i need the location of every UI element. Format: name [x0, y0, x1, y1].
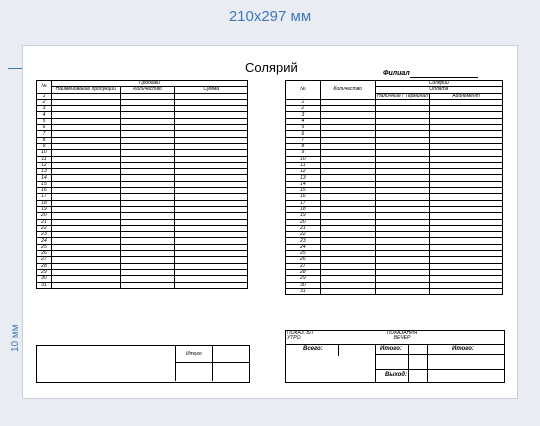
blank-cell[interactable] — [375, 288, 430, 294]
vsego-label: Всего: — [303, 346, 323, 352]
col-sum: Сумма — [175, 87, 248, 93]
row-number: 16 — [37, 188, 52, 194]
divider — [285, 344, 505, 345]
itogo-left-label: Итого — [186, 351, 202, 357]
row-number: 15 — [37, 181, 52, 187]
row-number: 5 — [286, 125, 321, 131]
row-number: 29 — [37, 269, 52, 275]
row-number: 17 — [286, 200, 321, 206]
row-number: 27 — [286, 263, 321, 269]
row-number: 21 — [37, 219, 52, 225]
divider — [408, 344, 409, 383]
sales-table — [36, 80, 248, 289]
row-number: 11 — [286, 162, 321, 168]
divider — [175, 362, 250, 363]
evening-label: ПОКАЗАНИЯ ВЕЧЕР — [386, 330, 418, 341]
col-count: Количество — [120, 87, 175, 93]
page-title: Солярий — [245, 60, 298, 75]
divider — [375, 344, 376, 383]
row-number: 28 — [286, 269, 321, 275]
row-number: 20 — [286, 219, 321, 225]
morning-label: ПОКАЗ. БЛ УТРО — [287, 330, 313, 341]
filial-line — [410, 77, 478, 78]
row-number: 17 — [37, 194, 52, 200]
blank-cell[interactable] — [175, 282, 248, 288]
divider — [375, 354, 505, 355]
row-number: 20 — [37, 213, 52, 219]
row-number: 19 — [37, 206, 52, 212]
sales-group-header: Продажи — [51, 81, 247, 87]
row-number: 26 — [37, 251, 52, 257]
filial-label: Филиал — [383, 70, 410, 77]
row-number: 18 — [286, 206, 321, 212]
vyhod-label: Выход: — [385, 372, 408, 378]
row-number: 4 — [286, 118, 321, 124]
row-number: 26 — [286, 257, 321, 263]
blank-cell[interactable] — [51, 282, 120, 288]
divider — [375, 369, 505, 370]
row-number: 28 — [37, 263, 52, 269]
row-number: 31 — [37, 282, 52, 288]
row-number: 12 — [37, 162, 52, 168]
row-number: 2 — [37, 99, 52, 105]
row-number: 10 — [286, 156, 321, 162]
num-header-right: № — [286, 81, 321, 100]
row-number: 29 — [286, 276, 321, 282]
count-header: Количество — [320, 81, 375, 100]
row-number: 21 — [286, 225, 321, 231]
row-number: 7 — [37, 131, 52, 137]
row-number: 27 — [37, 257, 52, 263]
left-bottom-block — [36, 345, 250, 383]
row-number: 6 — [286, 131, 321, 137]
row-number: 3 — [286, 112, 321, 118]
col-product: Наименование продукции — [51, 87, 120, 93]
table-row — [286, 288, 503, 294]
row-number: 4 — [37, 112, 52, 118]
row-number: 14 — [286, 181, 321, 187]
row-number: 25 — [286, 251, 321, 257]
row-number: 8 — [286, 143, 321, 149]
row-number: 31 — [286, 288, 321, 294]
row-number: 2 — [286, 106, 321, 112]
row-number: 23 — [286, 238, 321, 244]
row-number: 24 — [286, 244, 321, 250]
row-number: 12 — [286, 169, 321, 175]
row-number: 10 — [37, 150, 52, 156]
itogo1-label: Итого: — [380, 346, 402, 352]
blank-cell[interactable] — [320, 288, 375, 294]
blank-cell[interactable] — [430, 288, 503, 294]
solarium-header: Солярий — [375, 81, 502, 87]
row-number: 1 — [286, 99, 321, 105]
row-number: 22 — [37, 225, 52, 231]
num-header: № — [37, 81, 52, 94]
row-number: 16 — [286, 194, 321, 200]
row-number: 1 — [37, 93, 52, 99]
row-number: 13 — [37, 169, 52, 175]
row-number: 14 — [37, 175, 52, 181]
row-number: 7 — [286, 137, 321, 143]
divider — [338, 344, 339, 356]
row-number: 30 — [286, 282, 321, 288]
row-number: 30 — [37, 276, 52, 282]
row-number: 9 — [286, 150, 321, 156]
col-cash: Наличные / Терминал — [377, 92, 428, 99]
row-number: 23 — [37, 232, 52, 238]
row-number: 9 — [37, 143, 52, 149]
row-number: 5 — [37, 118, 52, 124]
row-number: 18 — [37, 200, 52, 206]
solarium-table — [285, 80, 503, 295]
row-number: 19 — [286, 213, 321, 219]
margin-label-left: 10 мм — [10, 324, 21, 352]
row-number: 22 — [286, 232, 321, 238]
itogo2-label: Итого: — [452, 346, 474, 352]
dimension-label: 210x297 мм — [228, 8, 312, 25]
row-number: 25 — [37, 244, 52, 250]
col-subscription: Абонемент — [430, 93, 503, 99]
row-number: 3 — [37, 106, 52, 112]
row-number: 11 — [37, 156, 52, 162]
divider — [427, 344, 428, 383]
row-number: 24 — [37, 238, 52, 244]
blank-cell[interactable] — [120, 282, 175, 288]
table-row — [37, 282, 248, 288]
row-number: 6 — [37, 125, 52, 131]
row-number: 13 — [286, 175, 321, 181]
payment-header: Оплата — [375, 87, 502, 93]
row-number: 8 — [37, 137, 52, 143]
row-number: 15 — [286, 188, 321, 194]
